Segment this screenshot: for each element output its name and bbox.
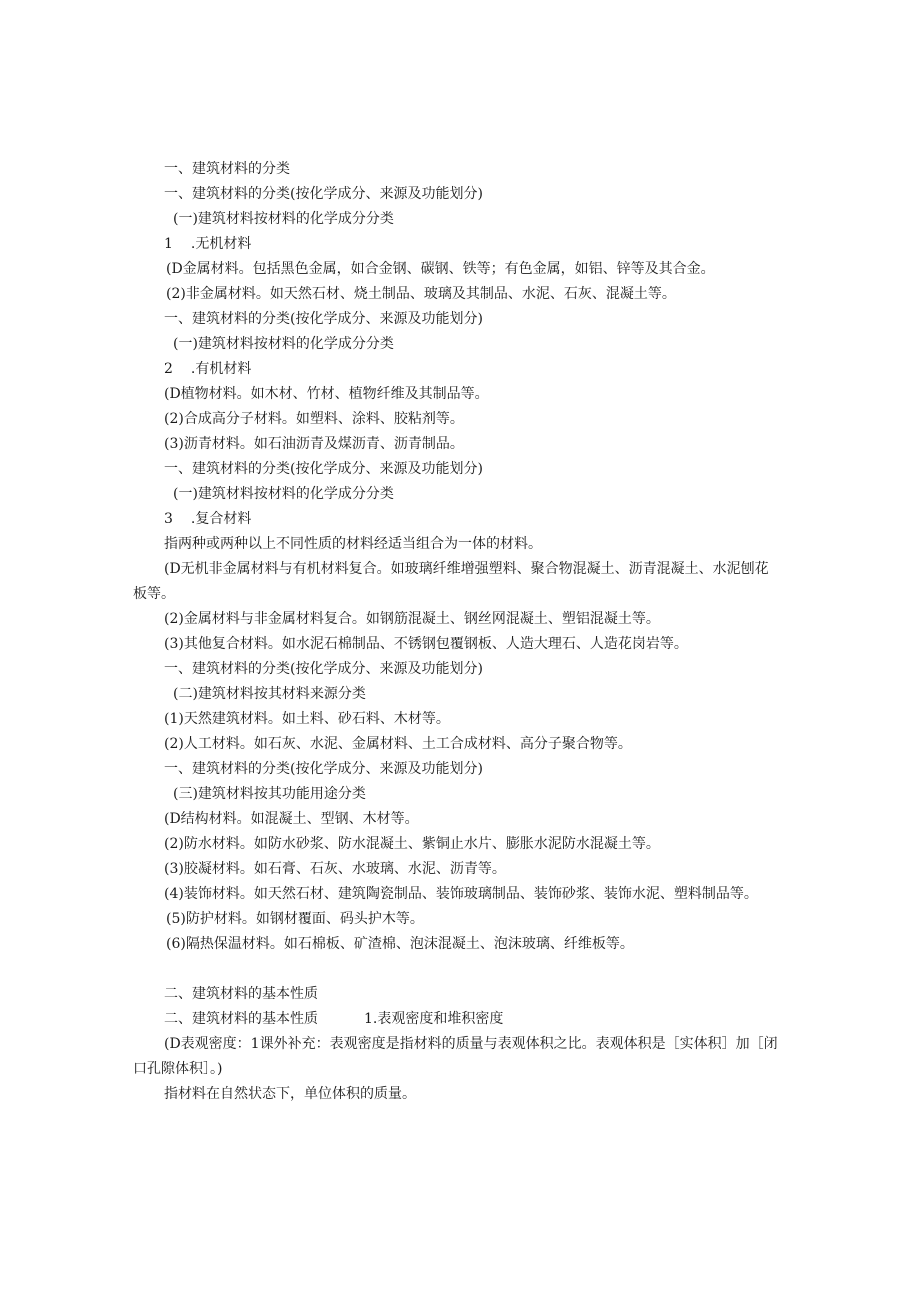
section-heading bbox=[133, 1007, 778, 1032]
list-number: 1 bbox=[164, 236, 173, 252]
paragraph: (2)人工材料。如石灰、水泥、金属材料、土工合成材料、高分子聚合物等。 bbox=[164, 736, 632, 752]
paragraph: (2)合成高分子材料。如塑料、涂料、胶粘剂等。 bbox=[164, 411, 464, 427]
document-body bbox=[133, 157, 778, 1107]
section-heading: 一、建筑材料的分类(按化学成分、来源及功能划分) bbox=[164, 311, 483, 327]
paragraph: 指两种或两种以上不同性质的材料经适当组合为一体的材料。 bbox=[164, 536, 542, 552]
section-heading: 一、建筑材料的分类(按化学成分、来源及功能划分) bbox=[164, 761, 483, 777]
paragraph: (4)装饰材料。如天然石材、建筑陶瓷制品、装饰玻璃制品、装饰砂浆、装饰水泥、塑料制品等。 bbox=[164, 886, 758, 902]
paragraph: (2)防水材料。如防水砂浆、防水混凝土、紫铜止水片、膨胀水泥防水混凝土等。 bbox=[164, 836, 660, 852]
subsection-heading: (一)建筑材料按材料的化学成分分类 bbox=[173, 336, 394, 352]
section-heading: 一、建筑材料的分类(按化学成分、来源及功能划分) bbox=[164, 186, 483, 202]
paragraph: (D表观密度：1课外补充：表观密度是指材料的质量与表观体积之比。表观体积是［实体积］加［闭口孔隙体积］。) bbox=[133, 1036, 778, 1077]
paragraph-gap bbox=[133, 957, 778, 982]
list-heading bbox=[133, 357, 778, 382]
paragraph: (2)金属材料与非金属材料复合。如钢筋混凝土、钢丝网混凝土、塑铝混凝土等。 bbox=[164, 611, 660, 627]
subsection-heading: (三)建筑材料按其功能用途分类 bbox=[173, 786, 366, 802]
subsection-heading: (二)建筑材料按其材料来源分类 bbox=[173, 686, 366, 702]
list-number: 2 bbox=[164, 361, 173, 377]
section-title: 二、建筑材料的基本性质 bbox=[164, 1011, 318, 1027]
topic-title: 1.表观密度和堆积密度 bbox=[364, 1011, 504, 1027]
paragraph: (3)其他复合材料。如水泥石棉制品、不锈钢包覆钢板、人造大理石、人造花岗岩等。 bbox=[164, 636, 688, 652]
section-heading: 一、建筑材料的分类 bbox=[164, 161, 290, 177]
paragraph: 指材料在自然状态下，单位体积的质量。 bbox=[164, 1086, 416, 1102]
paragraph: (D无机非金属材料与有机材料复合。如玻璃纤维增强塑料、聚合物混凝土、沥青混凝土、水泥刨花板等。 bbox=[133, 561, 769, 602]
list-title: .有机材料 bbox=[190, 361, 252, 377]
paragraph: (D金属材料。包括黑色金属，如合金钢、碳钢、铁等；有色金属，如铝、锌等及其合金。 bbox=[166, 261, 715, 277]
subsection-heading: (一)建筑材料按材料的化学成分分类 bbox=[173, 211, 394, 227]
section-heading: 二、建筑材料的基本性质 bbox=[164, 986, 318, 1002]
paragraph: (3)胶凝材料。如石膏、石灰、水玻璃、水泥、沥青等。 bbox=[164, 861, 506, 877]
paragraph: (5)防护材料。如钢材覆面、码头护木等。 bbox=[166, 911, 424, 927]
paragraph: (2)非金属材料。如天然石材、烧土制品、玻璃及其制品、水泥、石灰、混凝土等。 bbox=[166, 286, 676, 302]
paragraph: (D植物材料。如木材、竹材、植物纤维及其制品等。 bbox=[164, 386, 489, 402]
paragraph: (1)天然建筑材料。如土料、砂石料、木材等。 bbox=[164, 711, 450, 727]
paragraph: (3)沥青材料。如石油沥青及煤沥青、沥青制品。 bbox=[164, 436, 464, 452]
list-heading bbox=[133, 507, 778, 532]
paragraph: (D结构材料。如混凝土、型钢、木材等。 bbox=[164, 811, 419, 827]
section-heading: 一、建筑材料的分类(按化学成分、来源及功能划分) bbox=[164, 461, 483, 477]
list-title: .复合材料 bbox=[190, 511, 252, 527]
list-heading bbox=[133, 232, 778, 257]
subsection-heading: (一)建筑材料按材料的化学成分分类 bbox=[173, 486, 394, 502]
paragraph: (6)隔热保温材料。如石棉板、矿渣棉、泡沫混凝土、泡沫玻璃、纤维板等。 bbox=[166, 936, 634, 952]
list-number: 3 bbox=[164, 511, 173, 527]
list-title: .无机材料 bbox=[190, 236, 252, 252]
section-heading: 一、建筑材料的分类(按化学成分、来源及功能划分) bbox=[164, 661, 483, 677]
